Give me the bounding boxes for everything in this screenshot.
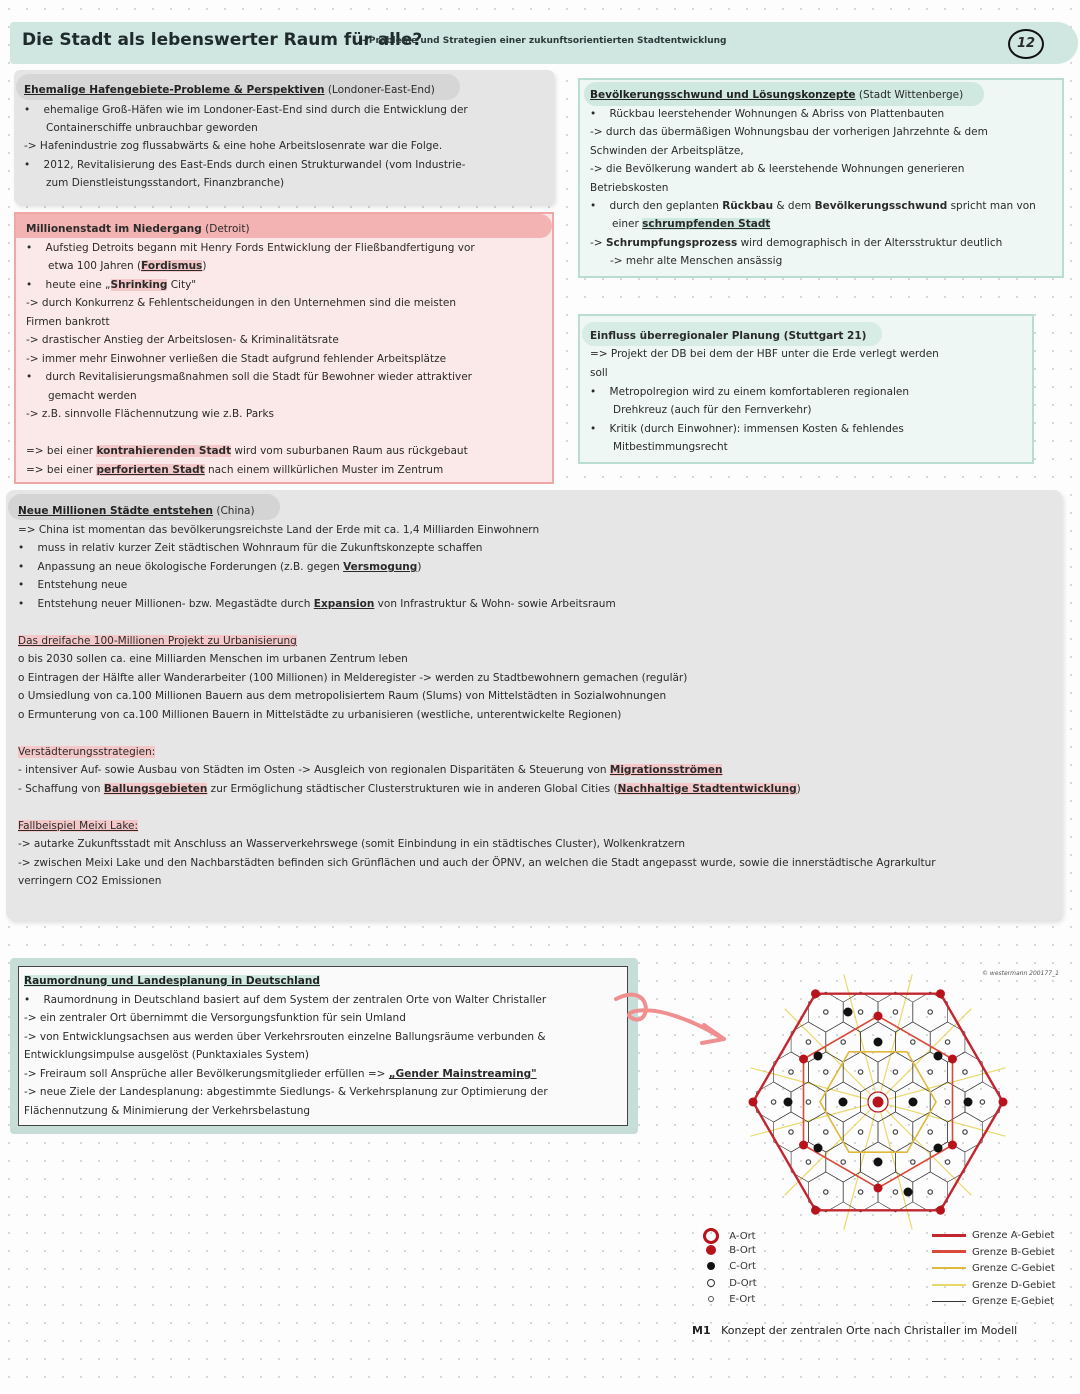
e-ort-dot	[824, 1130, 828, 1134]
raumordnung-line: -> ein zentraler Ort übernimmt die Versorgungsfunktion für sein Umland	[24, 1012, 406, 1024]
legend-place-label: B-Ort	[729, 1244, 756, 1256]
detroit-line: nach einem willkürlichen Muster im Zentrum	[204, 464, 444, 476]
e-ort-dot	[893, 1130, 897, 1134]
legend-border-item	[932, 1280, 1056, 1291]
c-ort-dot	[784, 1098, 793, 1107]
legend-border-item	[932, 1296, 1054, 1307]
b-ort-dot	[749, 1098, 758, 1107]
meixi-line: -> zwischen Meixi Lake und den Nachbarstädten befinden sich Grünflächen und auch der ÖPNV, an welchen die Stadt angepasst wurde, sowie die innerstädtische Agrarkultur	[18, 857, 936, 869]
legend-place-symbol	[702, 1294, 720, 1305]
page-number: 12	[1008, 29, 1044, 59]
legend-place-symbol	[702, 1245, 720, 1256]
raumordnung-section	[18, 966, 628, 1126]
stuttgart-heading: Einfluss überregionaler Planung (Stuttgart 21)	[590, 330, 867, 342]
detroit-line: -> z.B. sinnvolle Flächennutzung wie z.B. Parks	[26, 408, 274, 420]
c-ort-dot	[909, 1098, 918, 1107]
e-ort-dot	[824, 1010, 828, 1014]
strategy-line: zur Ermöglichung städtischer Clusterstrukturen wie in anderen Global Cities (	[207, 783, 618, 795]
legend-border-label: Grenze A-Gebiet	[972, 1230, 1055, 1241]
strategy-line: - intensiver Auf- sowie Ausbau von Städten im Osten -> Ausgleich von regionalen Disparitäten & Steuerung von	[18, 764, 610, 776]
b-ort-dot	[948, 1141, 957, 1150]
c-ort-dot	[844, 1008, 853, 1017]
project-line: o bis 2030 sollen ca. eine Milliarden Menschen im urbanen Zentrum leben	[18, 653, 408, 665]
b-ort-dot	[936, 989, 945, 998]
china-line: Entstehung neuer Millionen- bzw. Megastädte durch	[37, 598, 314, 610]
legend-place-label: C-Ort	[729, 1261, 756, 1272]
legend-border-line	[932, 1267, 966, 1269]
legend-place-item	[702, 1278, 757, 1289]
detroit-line: durch Revitalisierungsmaßnahmen soll die Stadt für Bewohner wieder attraktiver	[45, 371, 472, 383]
project-line: o Ermunterung von ca.100 Millionen Bauern in Mittelstädte zu urbanisieren (westliche, unterentwickelte Regionen)	[18, 709, 622, 721]
wittenberge-line: ->	[590, 237, 606, 249]
e-ort-dot	[806, 1160, 810, 1164]
china-heading-suffix: (China)	[216, 505, 255, 517]
wittenberge-line: wird demographisch in der Altersstruktur deutlich	[737, 237, 1003, 249]
c-ort-dot	[814, 1144, 823, 1153]
wittenberge-line: spricht man von	[947, 200, 1036, 212]
project-line: o Umsiedlung von ca.100 Millionen Bauern aus dem metropolisiertem Raum (Slums) von Mittelstädten in Sozialwohnungen	[18, 690, 667, 702]
detroit-line: )	[202, 260, 207, 272]
detroit-line: => bei einer	[26, 445, 97, 457]
c-ort-dot	[904, 1188, 913, 1197]
meixi-line: verringern CO2 Emissionen	[18, 875, 162, 887]
legend-place-item	[702, 1294, 755, 1305]
legend-place-label: E-Ort	[729, 1294, 756, 1305]
wittenberge-line: Rückbau leerstehender Wohnungen & Abriss von Plattenbauten	[609, 108, 945, 120]
term-perforiert: perforierten Stadt	[96, 464, 205, 476]
term-schrumpfende-stadt: schrumpfenden Stadt	[642, 218, 771, 230]
b-ort-dot	[799, 1055, 808, 1064]
meixi-heading: Fallbeispiel Meixi Lake:	[18, 820, 139, 832]
figure-caption-label: M1	[692, 1324, 711, 1337]
project-heading: Das dreifache 100-Millionen Projekt zu Urbanisierung	[18, 635, 297, 647]
legend-border-line	[932, 1284, 966, 1286]
a-ort-dot	[873, 1097, 884, 1108]
china-line: )	[417, 561, 422, 573]
e-ort-dot	[963, 1130, 967, 1134]
legend-border-label: Grenze B-Gebiet	[972, 1246, 1055, 1258]
e-ort-dot	[789, 1130, 793, 1134]
figure-caption	[692, 1324, 1017, 1337]
term-expansion: Expansion	[313, 598, 375, 610]
e-ort-dot	[841, 1040, 845, 1044]
stuttgart-line: Mitbestimmungsrecht	[613, 441, 728, 453]
wittenberge-line: Schwinden der Arbeitsplätze,	[590, 145, 744, 157]
legend-border-line	[932, 1301, 966, 1302]
term-gender-mainstreaming: „Gender Mainstreaming"	[388, 1068, 537, 1080]
e-ort-dot	[824, 1190, 828, 1194]
china-heading: Neue Millionen Städte entstehen	[18, 505, 214, 517]
legend-place-label: A-Ort	[729, 1231, 756, 1242]
term-fordismus: Fordismus	[141, 260, 203, 272]
legend-border-item	[932, 1230, 1054, 1241]
figure-caption-text: Konzept der zentralen Orte nach Christaller im Modell	[721, 1324, 1018, 1337]
e-ort-dot	[893, 1070, 897, 1074]
christaller-diagram	[730, 960, 1030, 1230]
term-kontrahierend: kontrahierenden Stadt	[96, 445, 232, 457]
page-title: Die Stadt als lebenswerter Raum für alle?	[22, 30, 423, 50]
page-subtitle: - Probleme und Strategien einer zukunftsorientierten Stadtentwicklung	[362, 36, 727, 46]
stuttgart-line: => Projekt der DB bei dem der HBF unter die Erde verlegt werden	[590, 348, 939, 360]
harbor-heading: Ehemalige Hafengebiete-Probleme & Perspektiven	[24, 84, 325, 96]
legend-place-symbol	[702, 1228, 720, 1244]
e-ort-dot	[928, 1010, 932, 1014]
e-ort-dot	[789, 1070, 793, 1074]
raumordnung-line: -> von Entwicklungsachsen aus werden über Verkehrsrouten einzelne Ballungsräume verbunden &	[24, 1031, 546, 1043]
term-ballungsgebiete: Ballungsgebieten	[103, 783, 208, 795]
term-nachhaltige-stadtentwicklung: Nachhaltige Stadtentwicklung	[617, 783, 797, 795]
e-ort-dot	[893, 1010, 897, 1014]
b-ort-dot	[999, 1098, 1008, 1107]
term-schrumpfungsprozess: Schrumpfungsprozess	[605, 237, 738, 249]
e-ort-dot	[824, 1070, 828, 1074]
legend-border-item	[932, 1263, 1055, 1274]
term-versmogung: Versmogung	[343, 561, 418, 573]
e-ort-dot	[806, 1100, 810, 1104]
china-line: Entstehung neue	[37, 579, 128, 591]
strategy-line: - Schaffung von	[18, 783, 104, 795]
detroit-line: gemacht werden	[48, 390, 137, 402]
e-ort-dot	[806, 1040, 810, 1044]
legend-border-line	[932, 1250, 966, 1253]
c-ort-dot	[874, 1038, 883, 1047]
wittenberge-heading-suffix: (Stadt Wittenberge)	[858, 89, 964, 101]
c-ort-dot	[839, 1098, 848, 1107]
b-ort-dot	[874, 1012, 883, 1021]
term-bevoelkerungsschwund: Bevölkerungsschwund	[814, 200, 948, 212]
c-ort-dot	[814, 1052, 823, 1061]
project-line: o Eintragen der Hälfte aller Wanderarbeiter (100 Millionen) in Melderegister -> werden zu Stadtbewohnern gemachen (regulär)	[18, 672, 688, 684]
stuttgart-line: Metropolregion wird zu einem komfortableren regionalen	[609, 386, 910, 398]
detroit-line: Aufstieg Detroits begann mit Henry Fords Entwicklung der Fließbandfertigung vor	[45, 242, 475, 254]
harbor-line: Containerschiffe unbrauchbar geworden	[46, 122, 258, 134]
detroit-heading: Millionenstadt im Niedergang	[26, 223, 202, 235]
legend-border-label: Grenze C-Gebiet	[972, 1263, 1055, 1274]
b-ort-dot	[948, 1055, 957, 1064]
raumordnung-line: Raumordnung in Deutschland basiert auf dem System der zentralen Orte von Walter Christaller	[43, 994, 547, 1006]
wittenberge-line: einer	[612, 218, 643, 230]
detroit-line: -> durch Konkurrenz & Fehlentscheidungen in den Unternehmen sind die meisten	[26, 297, 457, 309]
b-ort-dot	[811, 1206, 820, 1215]
stuttgart-line: soll	[590, 367, 608, 379]
harbor-line: zum Dienstleistungsstandort, Finanzbranche)	[46, 177, 285, 189]
e-ort-dot	[858, 1010, 862, 1014]
china-line: muss in relativ kurzer Zeit städtischen Wohnraum für die Zukunftskonzepte schaffen	[37, 542, 483, 554]
stuttgart-line: Drehkreuz (auch für den Fernverkehr)	[613, 404, 812, 416]
legend-border-item	[932, 1247, 1055, 1258]
legend-border-label: Grenze D-Gebiet	[972, 1279, 1056, 1291]
raumordnung-line: Flächennutzung & Minimierung der Verkehrsbelastung	[24, 1105, 311, 1117]
b-ort-dot	[799, 1141, 808, 1150]
detroit-line: -> immer mehr Einwohner verließen die Stadt aufgrund fehlender Arbeitsplätze	[26, 353, 447, 365]
c-ort-dot	[934, 1052, 943, 1061]
e-ort-dot	[771, 1100, 775, 1104]
c-ort-dot	[964, 1098, 973, 1107]
e-ort-dot	[928, 1130, 932, 1134]
legend-border-line	[932, 1234, 966, 1237]
wittenberge-line: & dem	[773, 200, 815, 212]
detroit-heading-suffix: (Detroit)	[205, 223, 250, 235]
e-ort-dot	[945, 1100, 949, 1104]
b-ort-dot	[874, 1184, 883, 1193]
detroit-line: -> drastischer Anstieg der Arbeitslosen- & Kriminalitätsrate	[26, 334, 339, 346]
e-ort-dot	[945, 1160, 949, 1164]
strategies-heading: Verstädterungsstrategien:	[18, 746, 156, 758]
harbor-line: ehemalige Groß-Häfen wie im Londoner-East-End sind durch die Entwicklung der	[43, 104, 468, 116]
e-ort-dot	[945, 1040, 949, 1044]
wittenberge-line: -> durch das übermäßigen Wohnungsbau der vorherigen Jahrzehnte & dem	[590, 126, 988, 138]
legend-place-item	[702, 1228, 756, 1244]
b-ort-dot	[936, 1206, 945, 1215]
figure-credit: © westermann 200177_1	[982, 970, 1059, 977]
detroit-line: etwa 100 Jahren (	[48, 260, 142, 272]
c-ort-dot	[934, 1144, 943, 1153]
e-ort-dot	[858, 1070, 862, 1074]
wittenberge-line: durch den geplanten	[609, 200, 723, 212]
raumordnung-line: -> neue Ziele der Landesplanung: abgestimmte Siedlungs- & Verkehrsplanung zur Optimierung der	[24, 1086, 548, 1098]
wittenberge-line: -> die Bevölkerung wandert ab & leerstehende Wohnungen generieren	[590, 163, 965, 175]
wittenberge-line: -> mehr alte Menschen ansässig	[610, 255, 783, 267]
harbor-line: -> Hafenindustrie zog flussabwärts & eine hohe Arbeitslosenrate war die Folge.	[24, 140, 443, 152]
wittenberge-heading: Bevölkerungsschwund und Lösungskonzepte	[590, 89, 856, 101]
detroit-line: heute eine „	[45, 279, 111, 291]
raumordnung-line: -> Freiraum soll Ansprüche aller Bevölkerungsmitglieder erfüllen =>	[24, 1068, 389, 1080]
e-ort-dot	[963, 1070, 967, 1074]
term-rueckbau: Rückbau	[722, 200, 774, 212]
e-ort-dot	[980, 1100, 984, 1104]
e-ort-dot	[911, 1160, 915, 1164]
e-ort-dot	[928, 1190, 932, 1194]
china-line: Anpassung an neue ökologische Forderungen (z.B. gegen	[37, 561, 344, 573]
harbor-line: 2012, Revitalisierung des East-Ends durch einen Strukturwandel (vom Industrie-	[43, 159, 466, 171]
china-line: von Infrastruktur & Wohn- sowie Arbeitsraum	[374, 598, 616, 610]
raumordnung-line: Entwicklungsimpulse ausgelöst (Punktaxiales System)	[24, 1049, 309, 1061]
wittenberge-line: Betriebskosten	[590, 182, 669, 194]
legend-place-item	[702, 1261, 756, 1272]
detroit-line: wird vom suburbanen Raum aus rückgebaut	[231, 445, 468, 457]
harbor-heading-suffix: (Londoner-East-End)	[327, 84, 435, 96]
detroit-line: City"	[167, 279, 197, 291]
china-line: => China ist momentan das bevölkerungsreichste Land der Erde mit ca. 1,4 Milliarden Einwohnern	[18, 524, 540, 536]
legend-place-symbol	[702, 1261, 720, 1272]
strategy-line: )	[796, 783, 801, 795]
e-ort-dot	[841, 1160, 845, 1164]
raumordnung-heading: Raumordnung und Landesplanung in Deutschland	[24, 975, 320, 987]
e-ort-dot	[858, 1190, 862, 1194]
e-ort-dot	[911, 1040, 915, 1044]
e-ort-dot	[928, 1070, 932, 1074]
detroit-line: Firmen bankrott	[26, 316, 110, 328]
meixi-line: -> autarke Zukunftsstadt mit Anschluss an Wasserverkehrswege (somit Einbindung in ein städtisches Cluster), Wolkenkratzern	[18, 838, 685, 850]
detroit-line: => bei einer	[26, 464, 97, 476]
b-ort-dot	[811, 989, 820, 998]
legend-border-label: Grenze E-Gebiet	[972, 1296, 1055, 1307]
e-ort-dot	[893, 1190, 897, 1194]
stuttgart-line: Kritik (durch Einwohner): immensen Kosten & fehlendes	[609, 423, 904, 435]
e-ort-dot	[858, 1130, 862, 1134]
arrow-to-figure	[612, 985, 732, 1055]
legend-place-item	[702, 1245, 756, 1256]
c-ort-dot	[874, 1158, 883, 1167]
term-migrationsstroeme: Migrationsströmen	[609, 764, 723, 776]
legend-place-symbol	[702, 1278, 720, 1289]
legend-place-label: D-Ort	[729, 1277, 757, 1289]
term-shrinking: Shrinking	[110, 279, 168, 291]
